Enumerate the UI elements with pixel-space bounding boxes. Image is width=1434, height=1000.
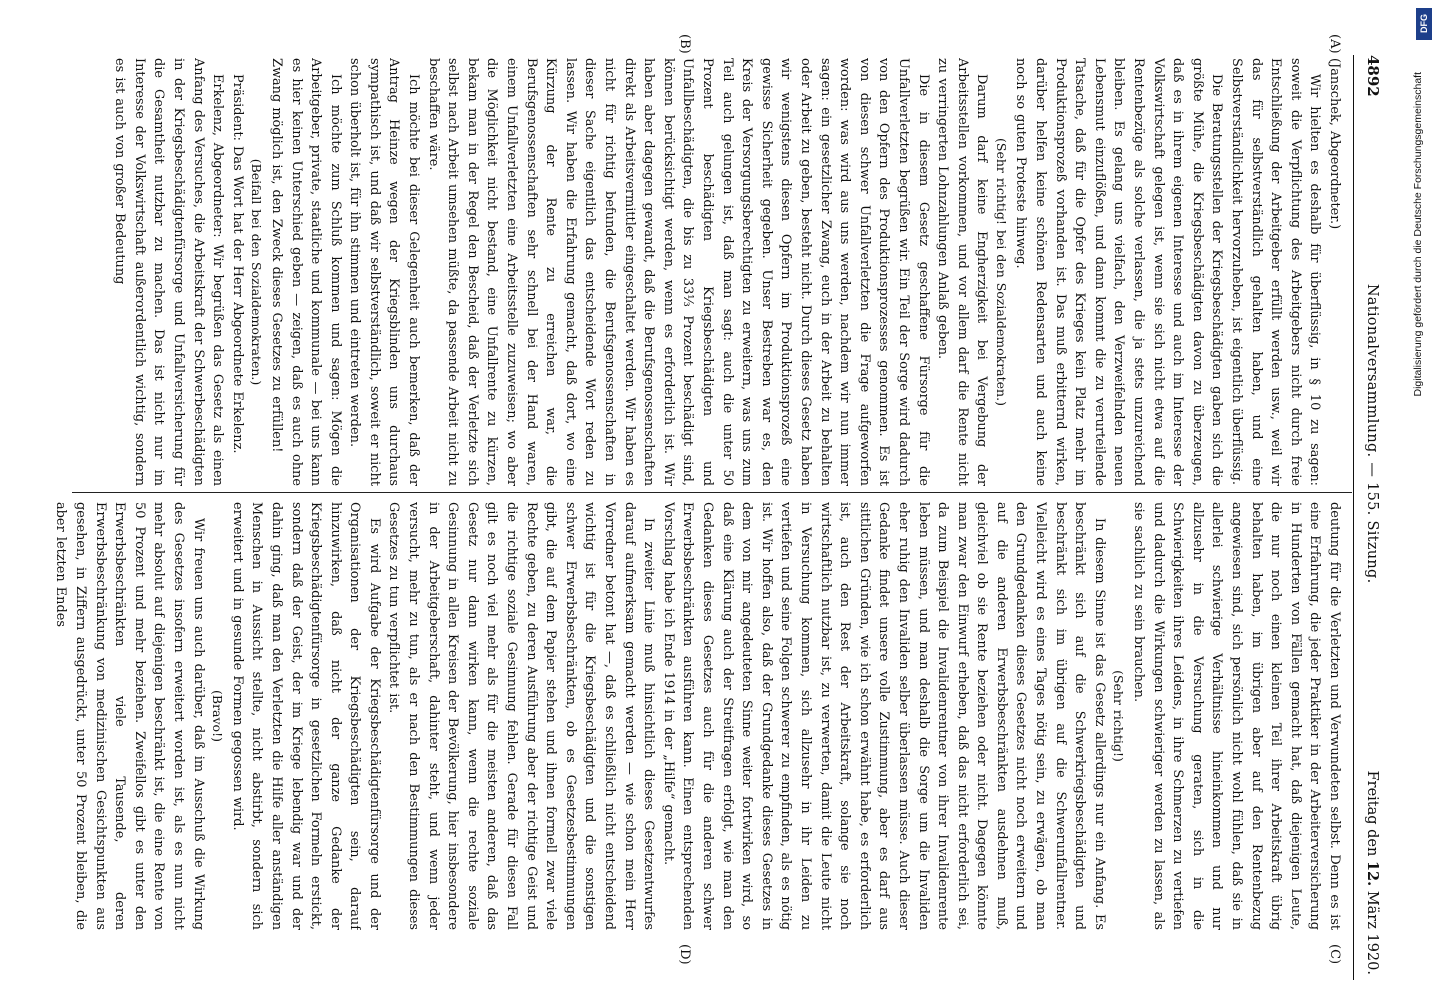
session-label: — 155. Sitzung. [1364, 462, 1380, 584]
paragraph: deutung für die Verletzten und Verwundeten selbst. Denn es ist eine Erfahrung, die jeder Praktiker in der Arbeiterversicherung in Hunderten von Fällen gemacht hat, daß diejenigen Leute, die nur noch einen kleinen Teil ihrer Arbeitskraft übrig behalten haben, im übrigen aber auf den Rentenbezug angewiesen sind, sich persönlich nicht wohl fühlen, daß sie in allerlei schwierige Verhältnisse hineinkommen und nur allzusehr in die Versuchung geraten, sich in die Schwierigkeiten ihres Leidens, in ihre Schmerzen zu vertiefen und dadurch die Wirkungen schwieriger werden zu lassen, als sie sachlich zu sein brauchen. [1131, 502, 1342, 930]
digitization-credit: Digitalisierung gefördert durch die Deutsche Forschungsgemeinschaft [1412, 72, 1424, 397]
paragraph: Ich möchte bei dieser Gelegenheit auch bemerken, daß der Antrag Heinze wegen der Kriegsblinden uns durchaus sympathisch ist, und daß wir selbstverständlich, soweit er nicht schon überholt ist, für ihn stimmen und eintreten werden. [347, 58, 422, 486]
paragraph: In zweiter Linie muß hinsichtlich dieses Gesetzentwurfes darauf aufmerksam gemacht werden — wie schon mein Herr Vorredner betont hat —, daß es schließlich nicht entscheidend wichtig ist für die Kriegsbeschädigten und die sonstigen schwer Erwerbsbeschränkten, ob es Gesetzesbestimmungen gibt, die auf dem Papier stehen und ihnen formell zwar viele Rechte geben, zu deren Ausführung aber der richtige Geist und die richtige soziale Gesinnung fehlen. Gerade für diesen Fall gilt es noch viel mehr als für die meisten anderen, daß das Gesetz nur dann wirken kann, wenn die rechte soziale Gesinnung in allen Kreisen der Bevölkerung, hier insbesondere in der Arbeitgeberschaft, dahinter steht, und wenn jeder versucht, mehr zu tun, als er nach den Bestimmungen dieses Gesetzes zu tun verpflichtet ist. [386, 502, 657, 930]
date-day: 12. [1364, 860, 1381, 887]
margin-marker-d: (D) [677, 944, 692, 965]
paragraph: In diesem Sinne ist das Gesetz allerdings nur ein Anfang. Es beschränkt sich auf die Schwerkriegsbeschädigten und beschränkt sich im übrigen auf die Schwerunfallrentner. Vielleicht wird es eines Tages nötig sein, zu erwägen, ob man den Grundgedanken dieses Gesetzes nicht noch erweitern und auf die anderen Erwerbsbeschränkten ausdehnen muß, gleichviel ob sie Rente beziehen oder nicht. Dagegen könnte man zwar den Einwurf erheben, daß das nicht erforderlich sei, da zum Beispiel die Invalidenrentner von ihrer Invalidenrente leben müssen, und man deshalb die Sorge um die Invaliden eher ruhig den Invaliden selber überlassen müsse. Auch dieser Gedanke findet unsere volle Zustimmung, aber es darf aus sittlichen Gründen, wie ich schon erwähnt habe, es erforderlich ist, auch den Rest der Arbeitskraft, solange sie noch wirtschaftlich nutzbar ist, zu verwerten, damit die Leute nicht in Versuchung kommen, sich allzusehr in ihr Leiden zu vertiefen und seine Folgen schwerer zu empfinden, als es nötig ist. Wir hoffen also, daß der Grundgedanke dieses Gesetzes in dem von mir angedeuteten Sinne weiter fortwirken wird, so daß eine Klärung auch der Streitfragen erfolgt, wie man den Gedanken dieses Gesetzes auch für die anderen schwer Erwerbsbeschränkten ausführen kann. Einen entsprechenden Vorschlag habe ich Ende 1914 in der „Hilfe“ gemacht. [660, 502, 1107, 930]
left-text-column [14, 58, 1344, 486]
paragraph: Wir freuen uns auch darüber, daß im Ausschuß die Wirkung des Gesetzes insofern erweitert worden ist, als es nun nicht mehr absolut auf diejenigen beschränkt ist, die eine Rente von 50 Prozent und mehr beziehen. Zweifellos gibt es unter den Erwerbsbeschränkten viele Tausende, deren Erwerbsbeschränkung von medizinischen Gesichtspunkten aus gesehen, in Ziffern ausgedrückt, unter 50 Prozent bleiben, die aber letzten Endes [53, 502, 206, 930]
paragraph: Präsident: Das Wort hat der Herr Abgeordnete Erkelenz. [229, 74, 245, 454]
margin-marker-b: (B) [677, 34, 692, 54]
session-date [1364, 771, 1381, 975]
header-title [1364, 97, 1380, 771]
paragraph: Die Beratungsstellen der Kriegsbeschädigten gaben sich die größte Mühe, die Kriegsbeschädigten davon zu überzeugen, daß es in ihrem eigenen Interesse und auch im Interesse der Volkswirtschaft gelegen ist, wenn sie sich nicht etwa auf die Rentenbezüge als solche verlassen, die ja stets unzureichend bleiben. Es gelang uns vielfach, den Verzweifelnden neuen Lebensmut einzuflößen, und dann kommt die zu verurteilende Tatsache, daß für die Opfer des Krieges kein Platz mehr im Produktionsprozeß vorhanden ist. Das muß erbitternd wirken, darüber helfen keine schönen Redensarten und auch keine noch so guten Proteste hinweg. [1013, 58, 1225, 486]
paragraph: Wir hielten es deshalb für überflüssig, in § 10 zu sagen: soweit die Verpflichtung des Arbeitgebers nicht durch freie Entschließung der Arbeitgeber erfüllt werden usw., weil wir das für selbstverständlich gehalten haben, und eine Selbstverständlichkeit hervorzuheben, ist eigentlich überflüssig. [1229, 58, 1323, 486]
interjection: (Bravo!) [210, 690, 226, 742]
column-divider [72, 492, 1352, 493]
paragraph: Es wird Aufgabe der Kriegsbeschädigtenfürsorge und der Organisationen der Kriegsbeschädigten sein, darauf hinzuwirken, daß nicht der ganze Gedanke der Kriegsbeschädigtenfürsorge in gesetzlichen Formeln erstickt, sondern daß der Geist, der im Kriege lebendig war und der dahin ging, daß man den Verletzten die Hilfe aller anständigen Menschen in Aussicht stellte, nicht abstirbt, sondern sich erweitert und in gesunde Formen gegossen wird. [229, 502, 382, 930]
page-number: 4892 [1364, 55, 1382, 97]
margin-marker-c: (C) [1327, 944, 1342, 965]
paragraph: Die in diesem Gesetz geschaffene Fürsorge für die Unfallverletzten begrüßen wir. Ein Teil der Sorge wird dadurch von den Opfern des Produktionsprozesses genommen. Es ist von diesen schwer Unfallverletzten die Frage aufgeworfen worden: was wird aus uns werden, nachdem wir nun immer sagen: ein gesetzlicher Zwang, euch in der Arbeit zu behalten oder Arbeit zu geben, besteht nicht. Durch dieses Gesetz haben wir wenigstens diesen Opfern im Produktionsprozeß eine gewisse Sicherheit gegeben. Unser Bestreben war es, den Kreis der Versorgungsberechtigten zu erweitern, was uns zum Teil auch gelungen ist, daß man sagt: auch die unter 50 Prozent beschädigten Kriegsbeschädigten und Unfallbeschädigten, die bis zu 33⅓ Prozent beschädigt sind, können berücksichtigt werden, wenn es erforderlich ist. Wir haben aber dagegen gewandt, daß die Berufsgenossenschaften direkt als Arbeitsvermittler eingeschaltet werden. Wir haben es nicht für richtig befunden, die Berufsgenossenschaften in dieser Sache eigentlich das entscheidende Wort reden zu lassen. Wir haben die Erfahrung gemacht, daß dort, wo eine Kürzung der Rente zu erreichen war, die Berufsgenossenschaften sehr schnell bei der Hand waren, einem Unfallverletzten eine Arbeitsstelle zuzuweisen; wo aber die Möglichkeit nicht bestand, eine Unfallrente zu kürzen, bekam man in der Regel den Bescheid, daß der Verletzte sich selbst nach Arbeit umsehen müßte, da passende Arbeit nicht zu beschaffen wäre. [425, 58, 931, 486]
interjection: (Beifall bei den Sozialdemokraten.) [249, 158, 265, 386]
interjection: (Sehr richtig! bei den Sozialdemokraten.) [993, 138, 1009, 406]
date-prefix: Freitag den [1364, 770, 1380, 857]
paragraph: Darum darf keine Engherzigkeit bei Vergebung der Arbeitsstellen vorkommen, und vor allem darf die Rente nicht zu verringerten Lohnzahlungen Anlaß geben. [935, 58, 990, 486]
assembly-name: Nationalversammlung. [1364, 283, 1380, 458]
margin-marker-a: (A) [1327, 34, 1342, 54]
paragraph: Ich möchte zum Schluß kommen und sagen: Mögen die Arbeitgeber, private, staatliche und kommunale — bei uns kann es hier keinen Unterschied geben — zeigen, daß es auch ohne Zwang möglich ist, den Zweck dieses Gesetzes zu erfüllen! [268, 58, 343, 486]
paragraph: (Janschek, Abgeordneter.) [1327, 58, 1342, 230]
page-header [1356, 55, 1382, 975]
date-suffix: März 1920. [1364, 890, 1380, 975]
right-text-column [14, 502, 1344, 930]
interjection: (Sehr richtig!) [1111, 670, 1127, 762]
paragraph: Erkelenz, Abgeordneter: Wir begrüßen das Gesetz als einen Anfang des Versuches, die Arbeitskraft der Schwerbeschädigten in der Kriegsbeschädigtenfürsorge und Unfallversicherung für die Gesamtheit nutzbar zu machen. Das ist nicht nur im Interesse der Volkswirtschaft außerordentlich wichtig, sondern es ist auch von großer Bedeutung [112, 58, 226, 486]
dfg-logo: DFG [1416, 8, 1432, 40]
header-rule [1353, 55, 1354, 980]
